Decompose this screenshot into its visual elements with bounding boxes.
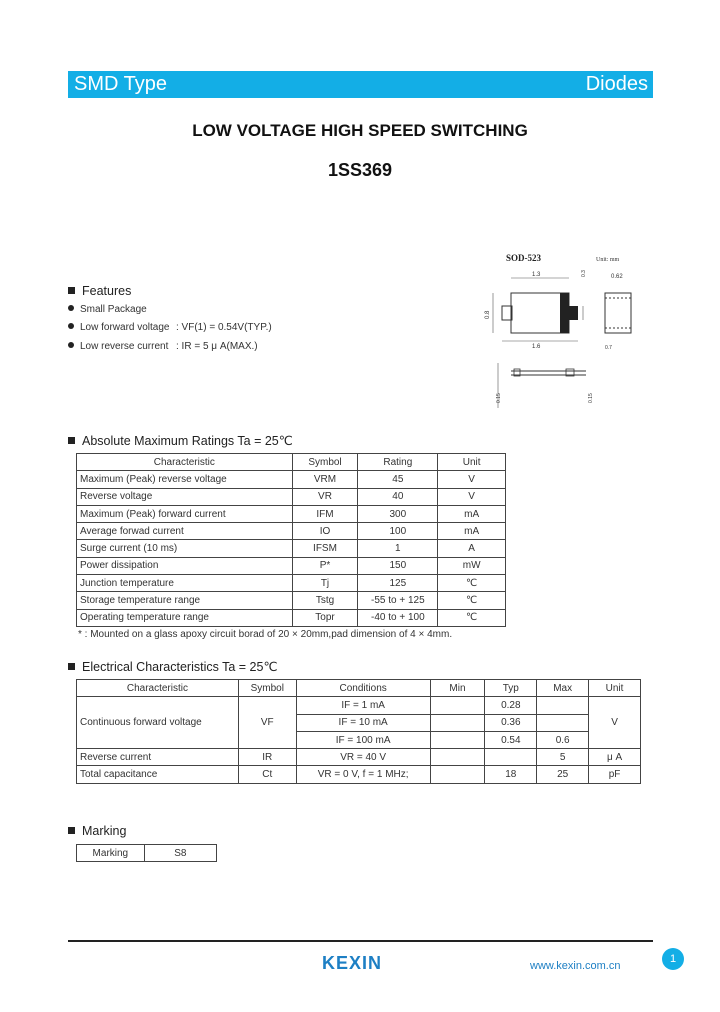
table-cell: -55 to + 125 xyxy=(358,592,438,609)
table-cell: VR = 0 V, f = 1 MHz; xyxy=(296,766,430,783)
bullet-dot-icon xyxy=(68,342,74,348)
table-cell xyxy=(430,749,485,766)
table-cell: 18 xyxy=(485,766,537,783)
table-cell: S8 xyxy=(144,845,216,862)
table-cell xyxy=(485,749,537,766)
table-cell: ℃ xyxy=(438,609,506,626)
table-cell: Reverse current xyxy=(77,749,239,766)
table-row xyxy=(77,540,506,557)
package-drawing xyxy=(478,248,638,418)
bullet-dot-icon xyxy=(68,323,74,329)
table-cell: 25 xyxy=(537,766,589,783)
table-cell: mA xyxy=(438,523,506,540)
table-row xyxy=(77,488,506,505)
table-cell: Surge current (10 ms) xyxy=(77,540,293,557)
table-cell: VF xyxy=(238,697,296,749)
table-header-cell: Min xyxy=(430,680,485,697)
table-header-row xyxy=(77,454,506,471)
table-cell: Maximum (Peak) reverse voltage xyxy=(77,471,293,488)
table-row xyxy=(77,523,506,540)
table-cell: -40 to + 100 xyxy=(358,609,438,626)
table-cell: IFSM xyxy=(292,540,358,557)
table-cell: Maximum (Peak) forward current xyxy=(77,505,293,522)
table-cell xyxy=(430,714,485,731)
table-cell: Continuous forward voltage xyxy=(77,697,239,749)
table-header-row xyxy=(77,680,641,697)
abs-max-table xyxy=(76,453,506,627)
table-cell: μ A xyxy=(589,749,641,766)
table-cell: VRM xyxy=(292,471,358,488)
table-cell: 150 xyxy=(358,557,438,574)
table-cell: Average forwad current xyxy=(77,523,293,540)
table-row xyxy=(77,471,506,488)
table-cell: V xyxy=(438,471,506,488)
table-cell xyxy=(430,731,485,748)
table-cell: 0.36 xyxy=(485,714,537,731)
package-name: SOD-523 xyxy=(506,253,542,263)
pkg-dim-1: 1.3 xyxy=(532,272,541,278)
table-cell: Junction temperature xyxy=(77,575,293,592)
pkg-dim-6: 0.15 xyxy=(496,393,502,403)
table-cell: Reverse voltage xyxy=(77,488,293,505)
table-header-cell: Conditions xyxy=(296,680,430,697)
table-cell: Total capacitance xyxy=(77,766,239,783)
table-header-cell: Characteristic xyxy=(77,454,293,471)
table-cell: Topr xyxy=(292,609,358,626)
features-heading: Features xyxy=(68,284,131,298)
table-cell: IF = 10 mA xyxy=(296,714,430,731)
table-header-cell: Unit xyxy=(438,454,506,471)
table-cell: Power dissipation xyxy=(77,557,293,574)
table-row xyxy=(77,749,641,766)
table-cell: A xyxy=(438,540,506,557)
table-row xyxy=(77,505,506,522)
table-cell xyxy=(537,714,589,731)
table-cell: IFM xyxy=(292,505,358,522)
table-header-cell: Characteristic xyxy=(77,680,239,697)
doc-title: LOW VOLTAGE HIGH SPEED SWITCHING xyxy=(192,121,528,140)
table-row xyxy=(77,766,641,783)
pkg-dim-2: 0.8 xyxy=(485,310,491,319)
table-cell xyxy=(430,766,485,783)
pkg-dim-3: 0.62 xyxy=(611,274,623,280)
table-header-cell: Unit xyxy=(589,680,641,697)
part-number: 1SS369 xyxy=(327,160,393,180)
table-header-cell: Symbol xyxy=(238,680,296,697)
table-cell: pF xyxy=(589,766,641,783)
table-row xyxy=(77,557,506,574)
bullet-dot-icon xyxy=(68,305,74,311)
table-cell: P* xyxy=(292,557,358,574)
table-cell: ℃ xyxy=(438,575,506,592)
table-row xyxy=(77,575,506,592)
table-cell: 0.6 xyxy=(537,731,589,748)
table-cell: 5 xyxy=(537,749,589,766)
feature-item: Low reverse current : IR = 5 μ A(MAX.) xyxy=(68,341,168,352)
table-cell: IR xyxy=(238,749,296,766)
feature-item: Small Package xyxy=(68,304,147,315)
table-cell: Operating temperature range xyxy=(77,609,293,626)
pkg-dim-5: 0.7 xyxy=(605,345,612,351)
table-cell: mW xyxy=(438,557,506,574)
pkg-dim-7: 0.15 xyxy=(588,393,594,403)
kexin-logo: KEXIN xyxy=(322,953,383,973)
table-cell: 1 xyxy=(358,540,438,557)
marking-table xyxy=(76,844,217,862)
table-row xyxy=(77,845,217,862)
bullet-square-icon xyxy=(68,437,75,444)
table-cell xyxy=(430,697,485,714)
table-cell: Storage temperature range xyxy=(77,592,293,609)
marking-heading: Marking xyxy=(68,824,126,838)
table-header-cell: Typ xyxy=(485,680,537,697)
footer-url[interactable]: www.kexin.com.cn xyxy=(530,960,621,972)
table-header-cell: Symbol xyxy=(292,454,358,471)
bullet-square-icon xyxy=(68,287,75,294)
table-cell: 40 xyxy=(358,488,438,505)
table-cell: 45 xyxy=(358,471,438,488)
table-cell: IF = 100 mA xyxy=(296,731,430,748)
table-cell: VR xyxy=(292,488,358,505)
table-cell: 300 xyxy=(358,505,438,522)
table-cell: Tj xyxy=(292,575,358,592)
table-cell: V xyxy=(438,488,506,505)
pkg-cathode-band xyxy=(560,293,569,333)
table-cell: Marking xyxy=(77,845,145,862)
package-unit: Unit: mm xyxy=(596,257,620,263)
header-banner xyxy=(68,71,653,98)
table-cell: mA xyxy=(438,505,506,522)
page-number-badge: 1 xyxy=(662,948,684,970)
table-header-cell: Max xyxy=(537,680,589,697)
abs-max-note: * : Mounted on a glass apoxy circuit borad of 20 × 20mm,pad dimension of 4 × 4mm. xyxy=(78,629,453,640)
table-cell: ℃ xyxy=(438,592,506,609)
elec-heading: Electrical Characteristics Ta = 25℃ xyxy=(68,659,277,674)
pkg-dim-8: 0.3 xyxy=(581,270,587,277)
doc-category: Diodes xyxy=(585,73,648,95)
table-cell: IO xyxy=(292,523,358,540)
table-cell: IF = 1 mA xyxy=(296,697,430,714)
elec-table xyxy=(76,679,641,784)
table-cell: V xyxy=(589,697,641,749)
table-cell: Ct xyxy=(238,766,296,783)
table-row xyxy=(77,592,506,609)
table-cell: Tstg xyxy=(292,592,358,609)
table-cell xyxy=(537,697,589,714)
pkg-side-body xyxy=(605,293,631,333)
table-cell: 100 xyxy=(358,523,438,540)
table-cell: 0.28 xyxy=(485,697,537,714)
table-cell: VR = 40 V xyxy=(296,749,430,766)
bullet-square-icon xyxy=(68,827,75,834)
pkg-lead-right xyxy=(569,306,578,320)
table-cell: 0.54 xyxy=(485,731,537,748)
footer-divider xyxy=(68,940,653,942)
table-row xyxy=(77,609,506,626)
table-header-cell: Rating xyxy=(358,454,438,471)
pkg-dim-4: 1.6 xyxy=(532,344,541,350)
bullet-square-icon xyxy=(68,663,75,670)
table-cell: 125 xyxy=(358,575,438,592)
table-row xyxy=(77,697,641,714)
abs-max-heading: Absolute Maximum Ratings Ta = 25℃ xyxy=(68,433,293,448)
doc-type: SMD Type xyxy=(74,73,167,95)
feature-item: Low forward voltage : VF(1) = 0.54V(TYP.) xyxy=(68,322,170,333)
